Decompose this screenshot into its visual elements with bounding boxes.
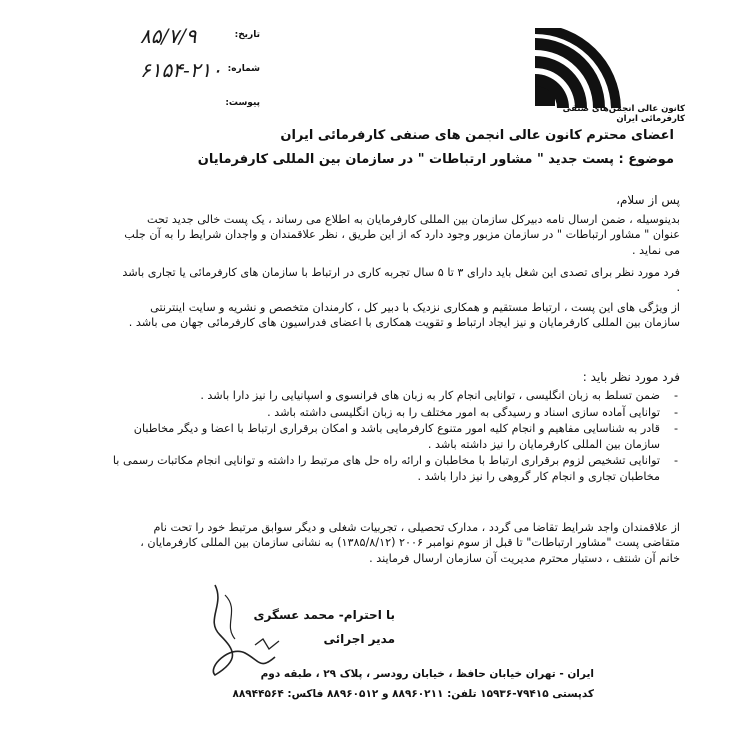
list-item: - توانایی آماده سازی اسناد و رسیدگی به امور مختلف را به زبان انگلیسی داشته باشد .: [267, 405, 678, 419]
list-item: - توانایی تشخیص لزوم برقراری ارتباط با مخاطبان و ارائه راه حل های مرتبط را داشته و توانایی انجام مکاتبات رسمی با مخاطبان تجاری و انجام کار گروهی را نیز دارا باشد .: [112, 454, 678, 483]
addressee-line: اعضای محترم کانون عالی انجمن های صنفی کارفرمائی ایران: [280, 128, 674, 143]
footer-address: ایران - تهران خیابان حافظ ، خیابان رودسر ، پلاک ۲۹ ، طبقه دوم: [260, 668, 594, 680]
regards-line: با احترام- محمد عسگری: [253, 608, 395, 622]
date-value: ۸۵/۷/۹: [140, 24, 197, 48]
greeting: پس از سلام،: [616, 193, 680, 207]
paragraph-features: از ویژگی های این پست ، ارتباط مستقیم و همکاری نزدیک با دبیر کل ، کارمندان متخصص و نشریه و سایت اینترنتی سازمان بین المللی کارفرمایان و نیز ایجاد ارتباط و تقویت همکاری با اعضای فدراسیون های کارفرمائی جهان می باشد .: [128, 301, 680, 330]
paragraph-intro: بدینوسیله ، ضمن ارسال نامه دبیرکل سازمان بین المللی کارفرمایان به اطلاع می رساند ، یک پست خالی جدید تحت عنوان " مشاور ارتباطات " در سازمان مزبور وجود دارد که از این طریق ، نظر علاقمندان و واجدان شرایط را به آن جلب می نماید .: [124, 213, 680, 257]
signatory-title: مدیر اجرائی: [323, 632, 395, 646]
requirement-text: توانایی آماده سازی اسناد و رسیدگی به امور مختلف را به زبان انگلیسی داشته باشد .: [267, 405, 660, 419]
requirement-text: ضمن تسلط به زبان انگلیسی ، توانایی انجام کار به زبان های فرانسوی و اسپانیایی را نیز دارا باشد .: [200, 389, 660, 402]
footer-contact: کدپستی ۷۹۴۱۵-۱۵۹۳۶ تلفن: ۸۸۹۶۰۲۱۱ و ۸۸۹۶۰۵۱۲ فاکس: ۸۸۹۴۴۵۶۴: [232, 688, 594, 700]
number-label: :شماره: [227, 64, 260, 74]
attachment-row: [140, 92, 260, 118]
requirements-list: [112, 388, 680, 486]
list-item: - ضمن تسلط به زبان انگلیسی ، توانایی انجام کار به زبان های فرانسوی و اسپانیایی را نیز دارا باشد .: [200, 389, 678, 402]
number-value: ۶۱۵۴-۲۱۰: [140, 58, 222, 82]
requirement-text: توانایی تشخیص لزوم برقراری ارتباط با مخاطبان و ارائه راه حل های مرتبط را داشته و توانایی انجام مکاتبات رسمی با مخاطبان تجاری و انجام کار گروهی را نیز دارا باشد .: [112, 454, 660, 483]
organization-caption: کانون عالی انجمن‌های صنفی کارفرمائی ایران: [562, 104, 685, 124]
paragraph-experience: فرد مورد نظر برای تصدی این شغل باید دارای ۳ تا ۵ سال تجربه کاری در ارتباط با سازمان های کارفرمائی یا تجاری باشد .: [122, 266, 680, 295]
attachment-label: :پیوست: [225, 98, 260, 108]
paragraph-application: از علاقمندان واجد شرایط تقاضا می گردد ، مدارک تحصیلی ، تجربیات شغلی و دیگر سوابق مرتبط خود را تحت نام متقاضی پست "مشاور ارتباطات" تا قبل از سوم نوامبر ۲۰۰۶ (۱۳۸۵/۸/۱۲) به نشانی سازمان بین المللی کارفرمایان ، خانم آن شنتف ، دستیار محترم مدیریت آن سازمان ارسال فرمایند .: [140, 521, 680, 565]
date-label: :تاریخ: [234, 30, 260, 40]
number-row: [140, 58, 260, 84]
subject-line: موضوع : پست جدید " مشاور ارتباطات " در سازمان بین المللی کارفرمایان: [197, 152, 674, 167]
date-row: [140, 24, 260, 50]
requirement-text: قادر به شناسایی مفاهیم و انجام کلیه امور متنوع کارفرمایی باشد و امکان برقراری ارتباط با اعضا و دیگر مخاطبان سازمان بین المللی کارفرمایان را نیز داشته باشد .: [133, 422, 660, 451]
organization-logo-icon: [533, 28, 625, 110]
list-item: - قادر به شناسایی مفاهیم و انجام کلیه امور متنوع کارفرمایی باشد و امکان برقراری ارتباط با اعضا و دیگر مخاطبان سازمان بین المللی کارفرمایان را نیز داشته باشد .: [133, 422, 678, 451]
closing-block: [195, 603, 395, 651]
requirements-heading: فرد مورد نظر باید :: [582, 370, 680, 384]
